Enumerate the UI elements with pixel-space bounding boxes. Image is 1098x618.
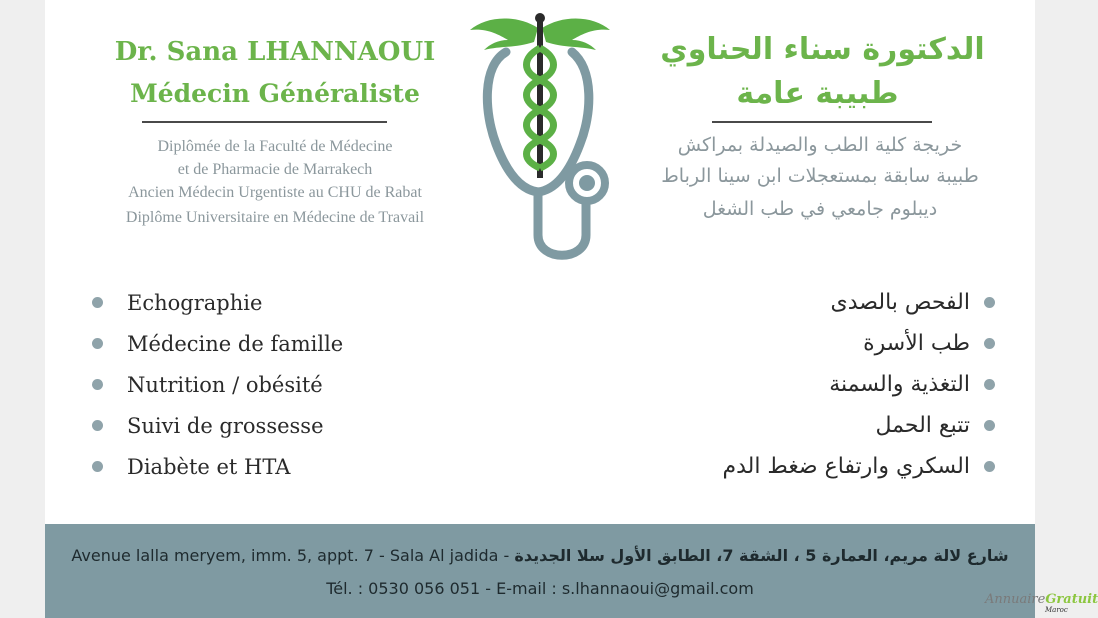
service-fr: Diabète et HTA (127, 454, 291, 479)
watermark-word-1: Annuaire (985, 592, 1046, 607)
list-item (88, 405, 343, 446)
service-ar: طب الأسرة (863, 331, 970, 356)
doctor-name-fr: Dr. Sana LHANNAOUI (114, 37, 436, 67)
doctor-name-ar: الدكتورة سناء الحناوي (660, 32, 985, 67)
bullet-icon (984, 379, 995, 390)
doctor-title-fr: Médecin Généraliste (130, 79, 420, 108)
bullet-icon (984, 420, 995, 431)
list-item (88, 364, 343, 405)
address-fr: Avenue lalla meryem, imm. 5, appt. 7 - Sala Al jadida - (71, 546, 515, 565)
contact-line: Tél. : 0530 056 051 - E-mail : s.lhannaoui@gmail.com (326, 579, 754, 598)
list-item (630, 282, 995, 323)
watermark-word-2: Gratuit (1045, 592, 1098, 607)
list-item (630, 446, 995, 487)
footer-band (45, 524, 1035, 618)
service-fr: Nutrition / obésité (127, 372, 323, 397)
service-ar: الفحص بالصدى (830, 290, 970, 315)
list-item (88, 323, 343, 364)
credential-ar-3: ديبلوم جامعي في طب الشغل (702, 198, 938, 220)
services-list-ar (630, 282, 995, 487)
services-list-fr (88, 282, 343, 487)
bullet-icon (984, 297, 995, 308)
credential-fr-1: Diplômée de la Faculté de Médecine (157, 138, 393, 155)
address-line (45, 546, 1035, 565)
service-fr: Echographie (127, 290, 263, 315)
doctor-title-ar: طبيبة عامة (736, 76, 899, 111)
bullet-icon (92, 297, 103, 308)
service-fr: Suivi de grossesse (127, 413, 324, 438)
medical-logo (468, 10, 613, 272)
list-item (88, 282, 343, 323)
credential-fr-4: Diplôme Universitaire en Médecine de Travail (125, 209, 425, 226)
service-ar: تتبع الحمل (875, 413, 970, 438)
list-item (88, 446, 343, 487)
list-item (630, 405, 995, 446)
title-divider-fr (142, 121, 387, 123)
service-ar: السكري وارتفاع ضغط الدم (722, 454, 970, 479)
address-ar: شارع لالة مريم، العمارة 5 ، الشقة 7، الطابق الأول سلا الجديدة (514, 546, 1009, 565)
watermark-word-3: Maroc (1045, 606, 1068, 614)
list-item (630, 364, 995, 405)
service-fr: Médecine de famille (127, 331, 344, 356)
bullet-icon (984, 461, 995, 472)
bullet-icon (984, 338, 995, 349)
watermark-logo (985, 592, 1098, 614)
bullet-icon (92, 420, 103, 431)
credential-ar-2: طبيبة سابقة بمستعجلات ابن سينا الرباط (661, 165, 979, 187)
bullet-icon (92, 379, 103, 390)
bullet-icon (92, 461, 103, 472)
list-item (630, 323, 995, 364)
service-ar: التغذية والسمنة (829, 372, 970, 397)
credential-fr-3: Ancien Médecin Urgentiste au CHU de Rabat (128, 184, 422, 201)
bullet-icon (92, 338, 103, 349)
title-divider-ar (712, 121, 932, 123)
credential-ar-1: خريجة كلية الطب والصيدلة بمراكش (677, 134, 963, 156)
credential-fr-2: et de Pharmacie de Marrakech (177, 161, 373, 178)
